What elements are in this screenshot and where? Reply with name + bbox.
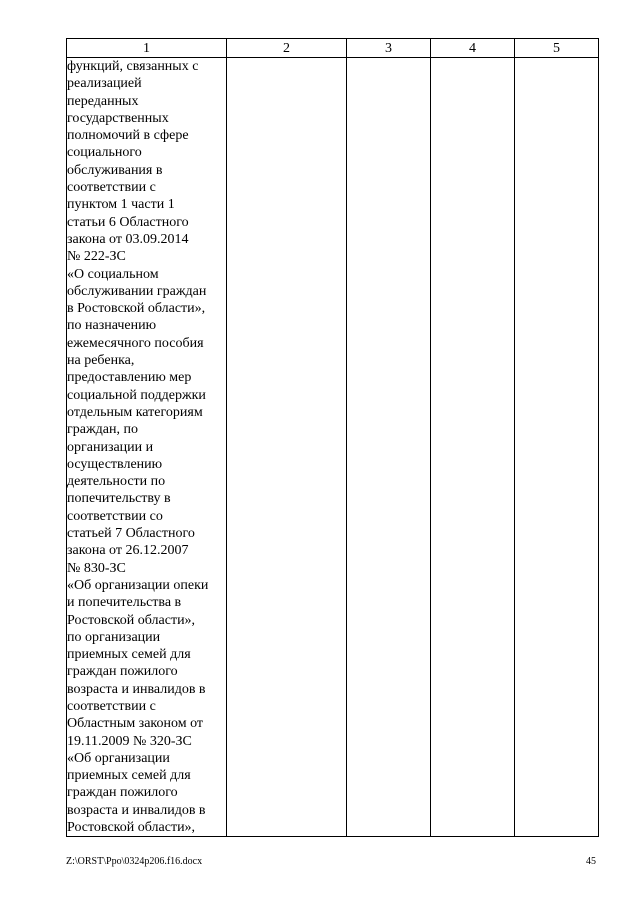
table-cell-col2 bbox=[227, 58, 347, 837]
cell-text-line: организации и bbox=[67, 439, 154, 455]
cell-text-line: полномочий в сфере bbox=[67, 128, 189, 144]
cell-text-line: закона от 26.12.2007 bbox=[67, 543, 189, 559]
cell-text-line: соответствии с bbox=[67, 180, 156, 196]
table-row bbox=[67, 58, 599, 837]
table-cell-col5 bbox=[515, 58, 599, 837]
cell-text-line: пунктом 1 части 1 bbox=[67, 197, 175, 213]
cell-text-line: граждан пожилого bbox=[67, 785, 178, 801]
cell-text-line: социального bbox=[67, 145, 142, 161]
cell-text-line: деятельности по bbox=[67, 474, 166, 490]
cell-text-line: по назначению bbox=[67, 318, 157, 334]
cell-text-line: закона от 03.09.2014 bbox=[67, 231, 189, 247]
cell-text-line: соответствии с bbox=[67, 698, 156, 714]
cell-text-line: предоставлению мер bbox=[67, 370, 192, 386]
table-cell-col4 bbox=[431, 58, 515, 837]
cell-text-line: возраста и инвалидов в bbox=[67, 681, 206, 697]
cell-text-line: «Об организации опеки bbox=[67, 577, 209, 593]
cell-text-line: граждан, по bbox=[67, 422, 138, 438]
cell-text-line: в Ростовской области», bbox=[67, 301, 206, 317]
cell-text-line: реализацией bbox=[67, 76, 142, 92]
cell-text-line: попечительству в bbox=[67, 491, 171, 507]
cell-text-line: функций, связанных с bbox=[67, 59, 199, 74]
document-table bbox=[66, 38, 599, 837]
cell-text-line: переданных bbox=[67, 93, 139, 109]
cell-text-line: и попечительства в bbox=[67, 595, 182, 611]
cell-text-line: обслуживании граждан bbox=[67, 283, 207, 299]
cell-text-line: № 222-ЗС bbox=[67, 249, 126, 265]
footer-file-path: Z:\ORST\Ppo\0324p206.f16.docx bbox=[66, 856, 203, 867]
cell-text-line: приемных семей для bbox=[67, 768, 191, 784]
cell-text-line: Ростовской области», bbox=[67, 820, 196, 836]
table-cell-col3 bbox=[347, 58, 431, 837]
cell-text-line: «Об организации bbox=[67, 750, 170, 766]
cell-text-line: «О социальном bbox=[67, 266, 159, 282]
cell-text-line: на ребенка, bbox=[67, 353, 135, 369]
column-header-5: 5 bbox=[515, 39, 599, 58]
column-header-4: 4 bbox=[431, 39, 515, 58]
table-header-row bbox=[67, 39, 599, 58]
column-header-3: 3 bbox=[347, 39, 431, 58]
cell-text-line: обслуживания в bbox=[67, 162, 163, 178]
cell-text-line: ежемесячного пособия bbox=[67, 335, 204, 351]
cell-text-line: осуществлению bbox=[67, 456, 163, 472]
cell-text-line: отдельным категориям bbox=[67, 404, 203, 420]
cell-text-line: 19.11.2009 № 320-ЗС bbox=[67, 733, 192, 749]
cell-text-line: статьи 6 Областного bbox=[67, 214, 189, 230]
table-cell-col1 bbox=[67, 58, 227, 837]
cell-text-line: приемных семей для bbox=[67, 647, 191, 663]
cell-text-line: № 830-ЗС bbox=[67, 560, 126, 576]
cell-text-line: Областным законом от bbox=[67, 716, 204, 732]
column-header-1: 1 bbox=[67, 39, 227, 58]
cell-text-line: социальной поддержки bbox=[67, 387, 206, 403]
cell-text-line: по организации bbox=[67, 629, 161, 645]
cell-text-line: статьей 7 Областного bbox=[67, 526, 195, 542]
cell-text-line: государственных bbox=[67, 110, 169, 126]
cell-text-line: Ростовской области», bbox=[67, 612, 196, 628]
footer-page-number: 45 bbox=[586, 856, 596, 867]
column-header-2: 2 bbox=[227, 39, 347, 58]
cell-text-line: граждан пожилого bbox=[67, 664, 178, 680]
cell-text-line: возраста и инвалидов в bbox=[67, 802, 206, 818]
cell-text-line: соответствии со bbox=[67, 508, 163, 524]
